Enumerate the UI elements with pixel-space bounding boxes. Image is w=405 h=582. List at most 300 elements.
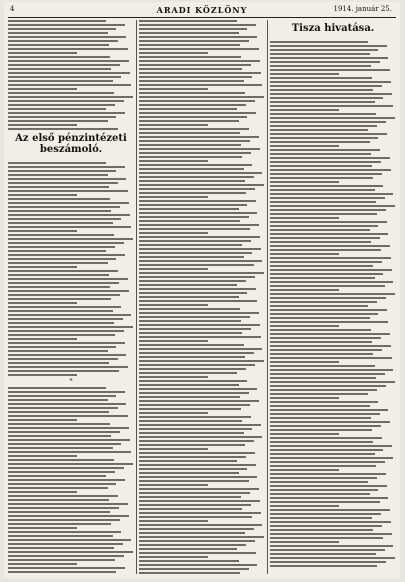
text-line [139,180,245,182]
text-line [139,24,256,26]
text-line [139,40,249,42]
text-line [139,72,261,74]
text-line [270,101,375,103]
text-line [139,504,251,506]
text-line [139,508,242,510]
text-line [270,233,388,235]
text-line [270,173,382,175]
text-line [139,232,208,234]
text-line [139,456,246,458]
text-line [8,362,109,364]
text-line [270,145,339,147]
text-line [270,417,371,419]
text-line [8,242,124,244]
text-line [270,453,375,455]
text-line [139,228,250,230]
text-line [139,560,239,562]
text-line [139,260,262,262]
text-line [139,556,208,558]
text-line [8,128,118,130]
text-line [139,444,245,446]
text-line [139,140,250,142]
text-line [139,472,239,474]
text-line [8,547,114,549]
text-line [139,36,257,38]
text-line [8,322,114,324]
text-line [270,97,383,99]
text-line [139,84,262,86]
text-line [270,45,387,47]
text-line [139,440,254,442]
text-line [8,350,108,352]
text-line [139,112,256,114]
text-line [139,128,249,130]
text-line [139,336,261,338]
text-line [139,104,246,106]
column-rule [267,20,268,574]
text-line [139,136,259,138]
newspaper-page [4,2,400,578]
text-line [139,208,239,210]
text-line [270,265,373,267]
text-line [8,503,128,505]
text-line [8,162,106,164]
text-line [8,84,131,86]
article-headline: Tisza hivatása. [291,23,375,34]
text-line [8,52,77,54]
text-line [139,288,256,290]
text-line [270,377,376,379]
text-line [270,521,391,523]
text-line [270,137,378,139]
text-line [139,192,246,194]
text-line [139,164,252,166]
text-line [270,253,339,255]
text-line [139,320,241,322]
text-line [139,476,257,478]
text-line [270,493,370,495]
text-line [8,96,133,98]
text-line [270,309,387,311]
text-line [8,366,128,368]
text-line [8,563,77,565]
text-line [8,419,77,421]
text-line [139,384,239,386]
text-line [139,184,264,186]
text-line [270,305,368,307]
text-line [139,356,245,358]
text-line [139,340,208,342]
text-line [8,234,114,236]
text-line [270,245,390,247]
text-line [8,543,123,545]
text-line [270,133,387,135]
text-line [8,403,126,405]
text-line [270,525,382,527]
text-line [139,532,245,534]
text-line [270,353,373,355]
text-line [8,266,77,268]
text-line [270,65,371,67]
text-line [8,551,133,553]
text-line [139,308,240,310]
text-line [8,112,125,114]
text-line [270,489,378,491]
text-line [270,177,373,179]
text-line [270,189,375,191]
text-line [139,216,249,218]
text-line [8,447,113,449]
text-line [8,495,118,497]
text-line [139,480,249,482]
text-line [8,282,119,284]
text-line [270,437,382,439]
text-line [8,88,77,90]
text-line [8,519,120,521]
text-line [8,531,121,533]
text-line [270,561,386,563]
text-line [270,229,370,231]
text-line [139,96,264,98]
text-line [139,88,208,90]
text-line [270,513,381,515]
column-rule [136,20,137,574]
text-line [139,452,255,454]
text-line [270,157,390,159]
text-line [8,306,121,308]
text-line [270,545,393,547]
text-line [139,404,250,406]
text-line [8,567,125,569]
text-line [270,89,373,91]
text-line [8,214,130,216]
text-line [270,141,370,143]
text-line [270,73,339,75]
text-line [8,230,77,232]
text-line [270,349,382,351]
text-line [139,408,241,410]
text-line [8,48,128,50]
text-line [139,296,239,298]
text-line [139,516,252,518]
text-line [139,352,254,354]
text-line [139,468,247,470]
text-line [8,170,116,172]
text-line [8,334,115,336]
text-line [8,515,129,517]
text-line [270,321,388,323]
text-line [8,166,125,168]
text-line [139,172,262,174]
text-line [139,364,255,366]
text-line [270,361,339,363]
text-line [8,338,77,340]
text-line [8,571,116,573]
text-line [270,557,395,559]
text-line [8,202,129,204]
text-line [139,528,254,530]
text-line [8,190,128,192]
text-line [8,294,120,296]
text-line [8,407,118,409]
text-line [139,552,256,554]
text-line [8,60,129,62]
text-line [270,433,339,435]
text-line [139,548,237,550]
text-line [8,254,125,256]
text-line [270,85,382,87]
text-line [270,317,370,319]
text-line [8,238,133,240]
text-line [8,439,130,441]
text-line [8,395,116,397]
text-line [270,205,395,207]
text-line [139,68,242,70]
text-line [270,449,383,451]
text-line [270,49,378,51]
text-line [139,28,247,30]
text-line [8,72,130,74]
text-line [139,292,247,294]
text-line [270,473,386,475]
article-text [270,41,396,567]
text-line [139,512,261,514]
text-line [139,300,257,302]
article-text [8,162,134,376]
text-line [139,524,262,526]
text-line [270,341,372,343]
text-line [270,313,378,315]
text-line [139,520,208,522]
text-line [270,425,381,427]
text-line [139,120,239,122]
text-line [139,416,251,418]
text-line [8,463,133,465]
text-line [270,277,375,279]
text-line [270,461,385,463]
text-line [270,401,378,403]
text-line [270,477,377,479]
text-line [139,432,244,434]
article-text [8,387,134,574]
text-line [270,273,383,275]
text-line [270,69,390,71]
text-line [8,194,77,196]
text-line [8,391,125,393]
text-line [8,32,108,34]
text-line [8,354,126,356]
text-line [270,533,392,535]
text-line [139,332,242,334]
text-line [8,36,126,38]
article-text [8,20,134,130]
text-line [8,76,121,78]
text-line [139,272,264,274]
text-line [270,385,386,387]
text-line [270,465,376,467]
text-line [8,415,128,417]
text-line [270,329,371,331]
text-line [8,342,125,344]
text-line [270,537,383,539]
text-line [270,505,339,507]
text-line [8,310,113,312]
text-line [270,41,368,43]
text-line [139,204,247,206]
text-line [8,431,120,433]
text-line [270,249,381,251]
text-line [8,435,111,437]
text-line [8,535,113,537]
text-line [270,193,393,195]
text-line [8,298,111,300]
text-line [8,487,108,489]
text-line [8,326,133,328]
text-line [139,80,244,82]
text-line [270,197,385,199]
text-line [270,169,391,171]
text-line [8,108,106,110]
text-line [270,509,390,511]
text-line [8,20,106,22]
text-line [139,168,244,170]
text-line [139,348,262,350]
text-line [8,411,109,413]
text-line [8,511,110,513]
text-line [8,40,118,42]
text-line [139,368,246,370]
text-line [270,357,392,359]
text-line [139,564,257,566]
text-line [270,393,368,395]
text-line [270,301,377,303]
text-line [270,241,371,243]
text-line [8,64,120,66]
text-line [8,330,124,332]
text-line [139,176,254,178]
paper-title: ARADI KÖZLÖNY [156,5,248,15]
text-line [139,144,241,146]
text-line [270,201,376,203]
text-line [8,174,108,176]
text-line [139,240,251,242]
text-line [8,226,131,228]
text-line [139,148,260,150]
text-line [8,539,131,541]
text-line [8,210,111,212]
text-line [139,324,260,326]
text-line [139,280,246,282]
text-line [139,392,249,394]
text-line [139,284,237,286]
text-line [270,397,339,399]
text-line [139,224,259,226]
text-line [270,113,376,115]
article-headline: Az első pénzintézeti beszámoló. [15,133,127,155]
text-line [139,436,262,438]
text-line [270,109,339,111]
text-line [139,460,237,462]
text-line [139,256,244,258]
text-line [8,124,77,126]
text-line [139,156,242,158]
text-line [8,555,124,557]
text-line [270,457,393,459]
text-line [139,328,251,330]
text-line [139,76,252,78]
text-line [139,400,259,402]
text-line [270,333,390,335]
text-line [139,244,242,246]
text-line [139,52,208,54]
text-line [270,501,380,503]
text-line [270,413,380,415]
text-line [270,105,393,107]
text-line [8,262,108,264]
text-line [8,427,129,429]
separator-ornament: * [69,378,73,385]
text-line [270,429,372,431]
text-line [270,217,339,219]
text-line [270,325,339,327]
text-line [270,297,386,299]
text-line [139,268,208,270]
text-line [8,116,116,118]
text-line [8,44,109,46]
text-line [8,278,128,280]
text-line [139,160,208,162]
text-line [8,459,114,461]
column-2 [139,20,265,574]
text-line [139,32,239,34]
text-line [139,108,237,110]
text-line [139,200,256,202]
text-line [139,372,237,374]
text-line [139,500,260,502]
text-line [270,117,395,119]
text-line [139,484,208,486]
text-line [270,369,393,371]
text-line [8,274,109,276]
column-3 [270,20,396,574]
text-line [139,276,255,278]
text-line [139,92,245,94]
text-line [139,344,244,346]
text-line [139,540,255,542]
text-line [139,492,250,494]
text-line [270,61,380,63]
text-line [8,443,121,445]
text-line [270,221,387,223]
text-line [8,68,111,70]
text-line [270,549,385,551]
text-line [139,568,249,570]
text-line [270,129,368,131]
text-line [8,387,106,389]
text-line [8,346,116,348]
text-line [270,261,382,263]
text-line [139,236,260,238]
text-line [139,64,251,66]
text-line [8,507,119,509]
text-line [270,565,377,567]
text-line [8,302,77,304]
text-line [139,360,264,362]
text-line [8,314,131,316]
text-line [139,60,260,62]
text-line [139,20,237,22]
text-line [8,358,118,360]
